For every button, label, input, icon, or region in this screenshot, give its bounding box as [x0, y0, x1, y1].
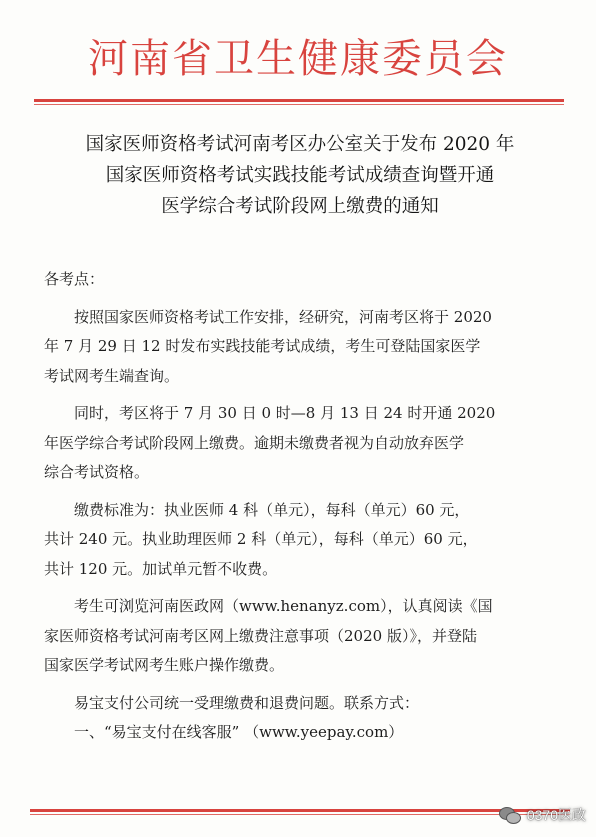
paragraph-line: 易宝支付公司统一受理缴费和退费问题。联系方式：: [74, 693, 420, 712]
document-title: [40, 129, 560, 222]
paragraph-line: 考生可浏览河南医政网（www.henanyz.com），认真阅读《国: [74, 597, 493, 615]
wechat-icon: [499, 805, 521, 825]
document-body: [44, 265, 558, 756]
paragraph-contact: [44, 689, 558, 748]
paragraph-payment-period: [44, 399, 558, 488]
paragraph-line: 共计 240 元。执业助理医师 2 科（单元），每科（单元）60 元，: [44, 530, 478, 548]
paragraph-line: 年医学综合考试阶段网上缴费。逾期未缴费者视为自动放弃医学: [44, 433, 465, 452]
letterhead-rule-thin: [34, 104, 564, 105]
letterhead-rule-thick: [34, 99, 564, 102]
paragraph-line: 年 7 月 29 日 12 时发布实践技能考试成绩，考生可登陆国家医学: [44, 337, 481, 355]
footer-rule-thick: [30, 809, 570, 812]
title-line: 国家医师资格考试实践技能考试成绩查询暨开通: [105, 165, 495, 186]
title-line: 医学综合考试阶段网上缴费的通知: [161, 196, 439, 217]
paragraph-line: 一、“易宝支付在线客服” （www.yeepay.com）: [74, 723, 404, 741]
paragraph-line: 家医师资格考试河南考区网上缴费注意事项（2020 版）》，并登陆: [44, 626, 477, 645]
paragraph-line: 综合考试资格。: [44, 463, 150, 481]
letterhead-title: 河南省卫生健康委员会: [88, 36, 508, 82]
paragraph-exam-results: [44, 303, 558, 392]
paragraph-line: 按照国家医师资格考试工作安排，经研究，河南考区将于 2020: [74, 307, 492, 326]
title-line: 国家医师资格考试河南考区办公室关于发布 2020 年: [85, 134, 515, 155]
footer-rule-thin: [30, 814, 570, 815]
paragraph-website-instructions: [44, 592, 558, 681]
salutation: 各考点：: [44, 270, 105, 288]
paragraph-line: 国家医学考试网考生账户操作缴费。: [44, 656, 285, 674]
paragraph-line: 考试网考生端查询。: [44, 366, 180, 385]
paragraph-fee-standard: [44, 496, 558, 585]
paragraph-line: 同时，考区将于 7 月 30 日 0 时—8 月 13 日 24 时开通 2020: [74, 404, 496, 422]
watermark-text: 0370医政: [526, 807, 586, 823]
paragraph-line: 缴费标准为：执业医师 4 科（单元），每科（单元）60 元，: [74, 500, 470, 519]
watermark: [499, 800, 586, 830]
paragraph-line: 共计 120 元。加试单元暂不收费。: [44, 559, 278, 578]
